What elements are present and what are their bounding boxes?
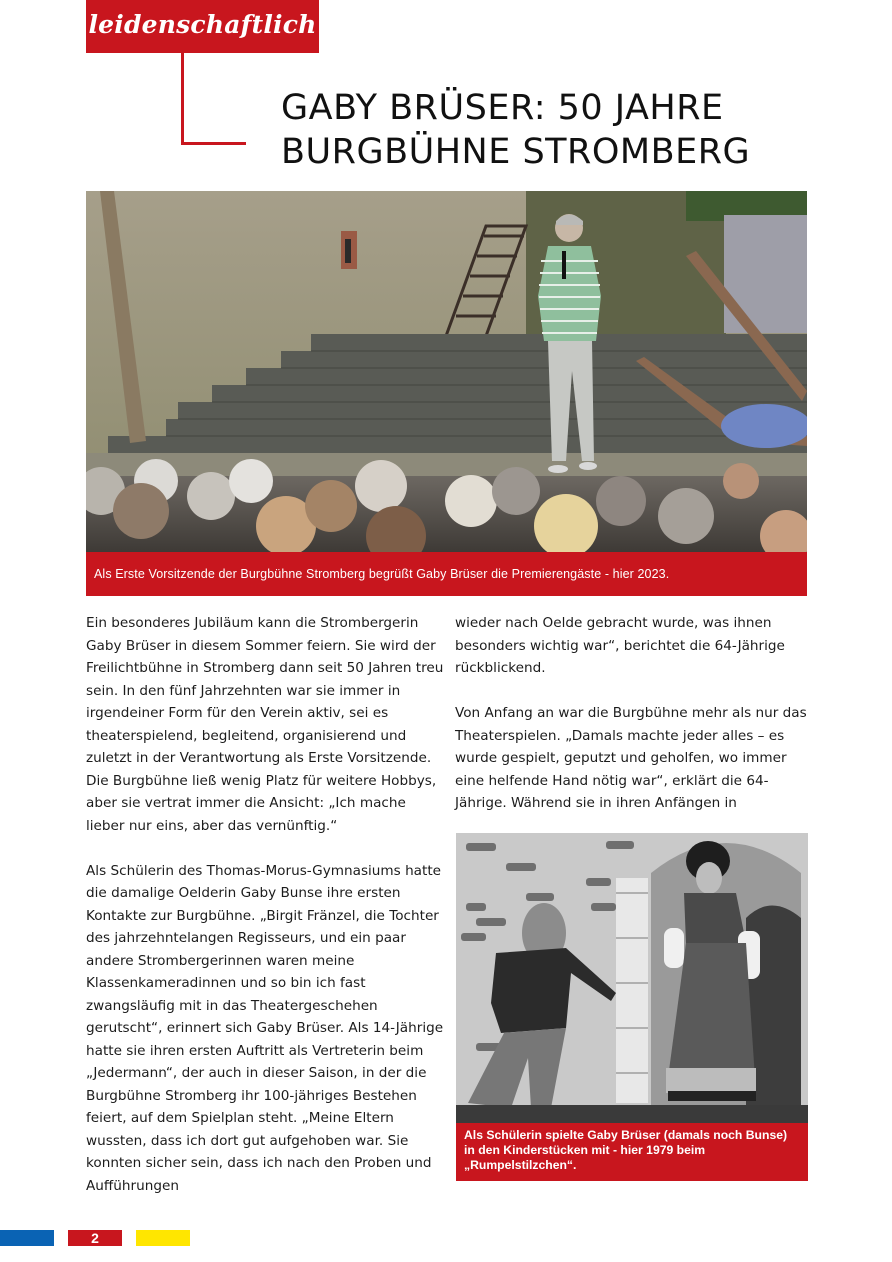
paragraph: Von Anfang an war die Burgbühne mehr als nur das Theaterspielen. „Damals machte jeder alles – es wurde gespielt, geputzt und geholfen, wo immer eine helfende Hand nötig war“, erklärt die 64-Jährige. Während sie in ihren Anfängen in <box>455 705 807 811</box>
footer-blue-bar <box>0 1230 54 1246</box>
page-title <box>281 86 841 174</box>
article-column-1 <box>86 612 446 1220</box>
main-photo-caption: Als Erste Vorsitzende der Burgbühne Stromberg begrüßt Gaby Brüser die Premierengäste - hier 2023. <box>86 552 807 596</box>
paragraph: Als Schülerin des Thomas-Morus-Gymnasiums hatte die damalige Oelderin Gaby Bunse ihre ersten Kontakte zur Burgbühne. „Birgit Fränzel, die Tochter des jahrzehntelangen Regisseurs, und ein paar andere Strombergerinnen waren meine Klassenkameradinnen und so bin ich fast zwangsläufig mit in das Theatergeschehen gerutscht“, erinnert sich Gaby Brüser. Als 14-Jährige hatte sie ihren ersten Auftritt als Vertreterin beim „Jedermann“, der auch in dieser Saison, in der die Burgbühne Stromberg ihr 100-jähriges Bestehen feiert, auf dem Spielplan steht. „Meine Eltern wussten, dass ich dort gut aufgehoben war. Sie konnten sicher sein, dass ich nach den Proben und Aufführungen <box>86 862 444 1194</box>
archive-photo-caption: Als Schülerin spielte Gaby Brüser (damals noch Bunse) in den Kinderstücken mit - hier 1979 beim „Rumpelstilzchen“. <box>456 1123 808 1181</box>
article-column-2 <box>455 612 815 837</box>
section-tag-label: leidenschaftlich <box>88 10 317 39</box>
page-number: 2 <box>68 1230 122 1246</box>
title-line-1: GABY BRÜSER: 50 JAHRE <box>281 88 724 128</box>
paragraph: Ein besonderes Jubiläum kann die Strombergerin Gaby Brüser in diesem Sommer feiern. Sie wird der Freilichtbühne in Stromberg dann seit 50 Jahren treu sein. In den fünf Jahrzehnten war sie immer in irgendeiner Form für den Verein aktiv, sei es theaterspielend, begleitend, organisierend und zuletzt in der Verantwortung als Erste Vorsitzende. Die Burgbühne ließ wenig Platz für weitere Hobbys, aber sie vertrat immer die Ansicht: „Ich mache lieber nur eins, aber das vernünftig.“ <box>86 615 444 834</box>
main-photo <box>86 191 807 552</box>
title-line-2: BURGBÜHNE STROMBERG <box>281 132 751 172</box>
archive-photo <box>456 833 808 1123</box>
decorative-bracket <box>181 53 246 145</box>
section-tag <box>86 0 319 53</box>
paragraph: wieder nach Oelde gebracht wurde, was ihnen besonders wichtig war“, berichtet die 64-Jährige rückblickend. <box>455 615 785 676</box>
footer-yellow-bar <box>136 1230 190 1246</box>
